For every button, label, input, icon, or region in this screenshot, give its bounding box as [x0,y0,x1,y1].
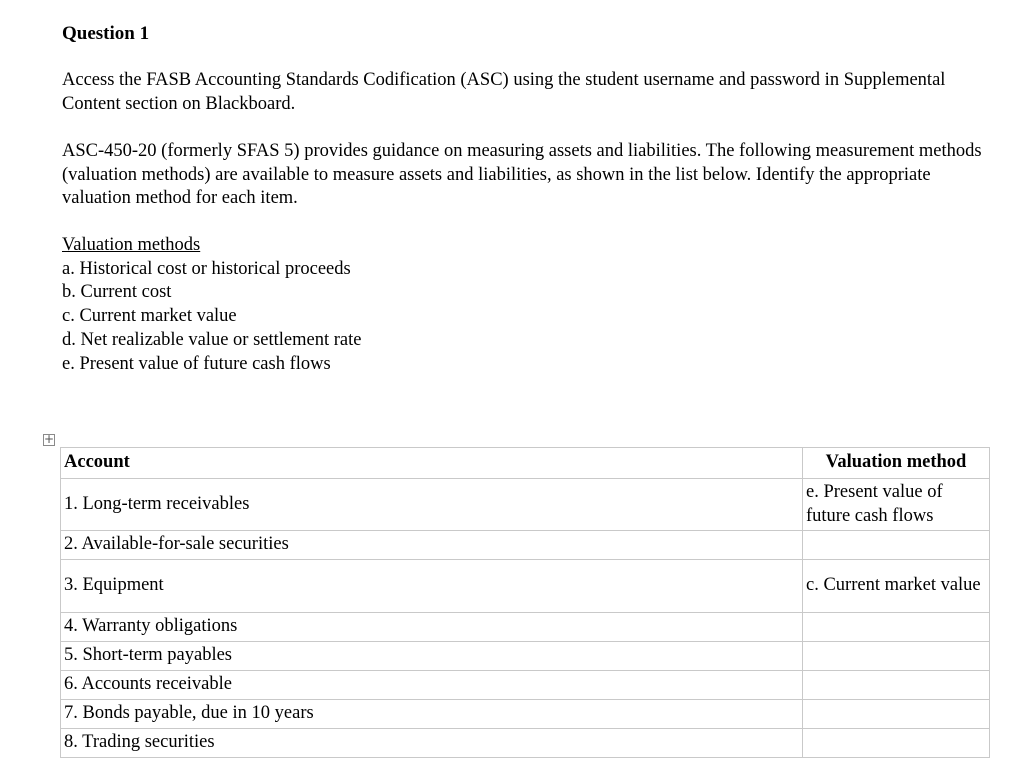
table-row [61,613,990,642]
question-title: Question 1 [62,23,150,44]
valuation-method-item: e. Present value of future cash flows [62,353,331,374]
valuation-method-item: a. Historical cost or historical proceeds [62,258,351,279]
account-cell[interactable]: 7. Bonds payable, due in 10 years [61,700,803,729]
table-row [61,479,990,531]
table-row [61,671,990,700]
table-header-row [61,448,990,479]
valuation-method-cell[interactable] [803,729,990,758]
valuation-method-item: b. Current cost [62,282,172,303]
table-move-handle-icon[interactable]: + [44,432,55,446]
valuation-method-item: c. Current market value [62,306,237,327]
table-row [61,531,990,560]
valuation-table [60,447,990,758]
valuation-method-cell[interactable] [803,613,990,642]
account-column-header: Account [61,448,803,479]
table-row [61,729,990,758]
table-row [61,700,990,729]
valuation-method-cell[interactable]: e. Present value of future cash flows [803,479,990,531]
valuation-methods-list [62,234,361,376]
account-cell[interactable]: 2. Available-for-sale securities [61,531,803,560]
table-row [61,560,990,613]
account-cell[interactable]: 6. Accounts receivable [61,671,803,700]
valuation-method-column-header: Valuation method [803,448,990,479]
valuation-method-cell[interactable] [803,531,990,560]
account-cell[interactable]: 8. Trading securities [61,729,803,758]
account-cell[interactable]: 4. Warranty obligations [61,613,803,642]
valuation-methods-title: Valuation methods [62,235,201,255]
valuation-method-cell[interactable] [803,700,990,729]
instructions-paragraph: Access the FASB Accounting Standards Codification (ASC) using the student username and password in Supplemental Content section on Blackboard. [62,70,946,114]
valuation-method-cell[interactable] [803,642,990,671]
account-cell[interactable]: 5. Short-term payables [61,642,803,671]
valuation-method-cell[interactable] [803,671,990,700]
table-row [61,642,990,671]
description-paragraph: ASC-450-20 (formerly SFAS 5) provides guidance on measuring assets and liabilities. The following measurement methods (valuation methods) are available to measure assets and liabilities, as shown in the list below. Identify the appropriate valuation method for each item. [62,141,982,209]
account-cell[interactable]: 3. Equipment [61,560,803,613]
valuation-method-cell[interactable]: c. Current market value [803,560,990,613]
valuation-method-item: d. Net realizable value or settlement rate [62,329,362,350]
account-cell[interactable]: 1. Long-term receivables [61,479,803,531]
